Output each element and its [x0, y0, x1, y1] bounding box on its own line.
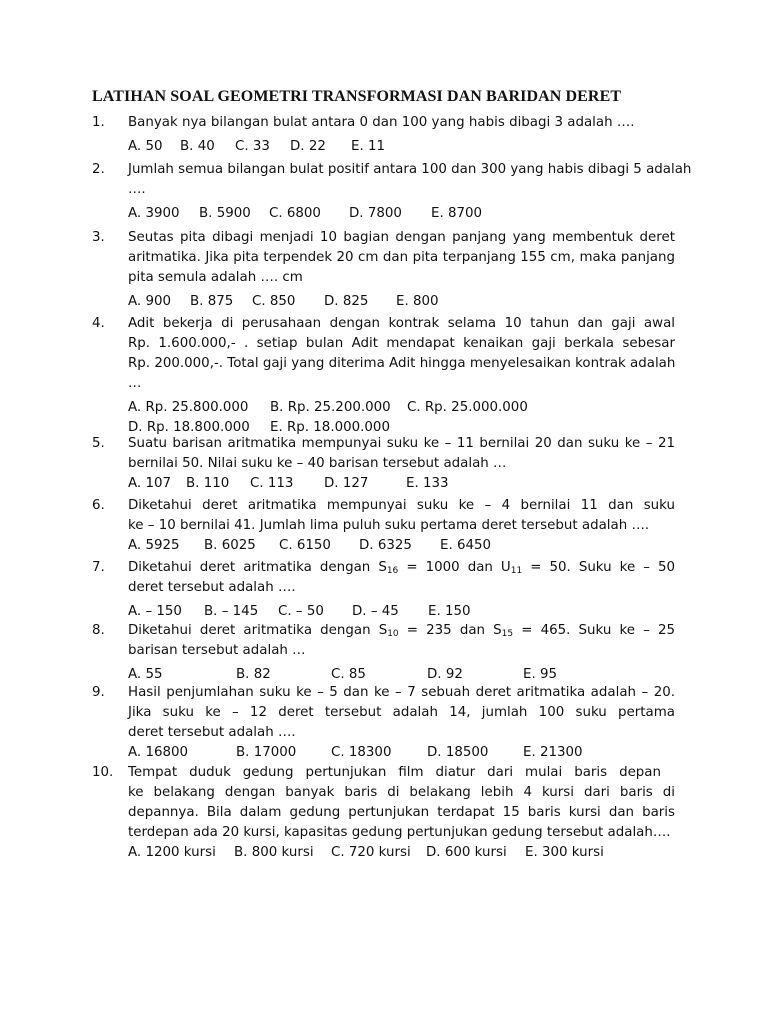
option-b: B. – 145 — [204, 604, 259, 619]
option-c: C. 720 kursi — [331, 845, 411, 860]
option-a: A. 1200 kursi — [128, 845, 216, 860]
option-e: E. 300 kursi — [525, 845, 604, 860]
question-number: 1. — [92, 115, 105, 130]
option-b: B. 800 kursi — [234, 845, 314, 860]
question-4 — [92, 314, 675, 438]
option-e: E. 21300 — [523, 745, 583, 760]
question-2 — [92, 160, 692, 224]
page-title: LATIHAN SOAL GEOMETRI TRANSFORMASI DAN BARIDAN DERET — [92, 88, 622, 105]
option-b: B. 5900 — [199, 206, 251, 221]
option-d: D. 6325 — [359, 538, 412, 553]
question-9 — [92, 683, 675, 763]
question-7 — [92, 558, 675, 622]
option-d: D. – 45 — [352, 604, 399, 619]
question-number: 7. — [92, 560, 105, 575]
option-e: E. 6450 — [440, 538, 492, 553]
option-a: A. Rp. 25.800.000 — [128, 400, 249, 415]
question-text: Banyak nya bilangan bulat antara 0 dan 100 yang habis dibagi 3 adalah …. — [128, 115, 635, 130]
option-e: E. Rp. 18.000.000 — [270, 420, 390, 435]
option-e: E. 150 — [428, 604, 471, 619]
question-6 — [92, 496, 675, 556]
option-a: A. 16800 — [128, 745, 189, 760]
question-number: 2. — [92, 162, 105, 177]
option-c: C. 113 — [250, 476, 294, 491]
option-c: C. 33 — [235, 139, 270, 154]
option-d: D. 18500 — [427, 745, 489, 760]
option-b: B. 17000 — [236, 745, 297, 760]
option-d: D. 127 — [324, 476, 369, 491]
option-b: B. 40 — [180, 139, 215, 154]
answer-options — [128, 665, 675, 685]
option-d: D. 600 kursi — [426, 845, 507, 860]
option-e: E. 95 — [523, 667, 558, 682]
option-c: C. 6800 — [269, 206, 321, 221]
question-number: 8. — [92, 623, 105, 638]
question-text: Tempat duduk gedung pertunjukan film diatur dari mulai baris depan ke belakang dengan banyak baris di belakang lebih 4 kursi dari baris di depannya. Bila dalam gedung pertunjukan terdapat 15 baris kursi dan baris terdepan ada 20 kursi, kapasitas gedung pertunjukan gedung tersebut adalah…. — [128, 765, 675, 840]
answer-options — [128, 137, 675, 157]
answer-options — [128, 292, 675, 312]
option-e: E. 11 — [351, 139, 386, 154]
option-a: A. 50 — [128, 139, 163, 154]
option-e: E. 800 — [396, 294, 439, 309]
answer-options — [128, 474, 675, 494]
option-d: D. 92 — [427, 667, 463, 682]
question-text: Jumlah semua bilangan bulat positif antara 100 dan 300 yang habis dibagi 5 adalah …. — [128, 162, 692, 197]
question-text: Diketahui deret aritmatika mempunyai suku ke – 4 bernilai 11 dan suku ke – 10 bernilai 41. Jumlah lima puluh suku pertama deret tersebut adalah …. — [128, 498, 675, 533]
option-d: D. 825 — [324, 294, 369, 309]
option-a: A. – 150 — [128, 604, 182, 619]
question-1 — [92, 113, 675, 157]
option-b: B. Rp. 25.200.000 — [270, 400, 391, 415]
option-c: C. 85 — [331, 667, 366, 682]
question-8 — [92, 621, 675, 685]
option-b: B. 875 — [190, 294, 234, 309]
option-a: A. 900 — [128, 294, 171, 309]
option-b: B. 6025 — [204, 538, 256, 553]
option-e: E. 8700 — [431, 206, 483, 221]
question-number: 5. — [92, 436, 105, 451]
option-d: D. 7800 — [349, 206, 402, 221]
question-3 — [92, 228, 675, 312]
option-c: C. Rp. 25.000.000 — [407, 400, 528, 415]
option-a: A. 55 — [128, 667, 163, 682]
question-text: Hasil penjumlahan suku ke – 5 dan ke – 7 sebuah deret aritmatika adalah – 20. Jika suku ke – 12 deret tersebut adalah 14, jumlah 100 suku pertama deret tersebut adalah …. — [128, 685, 675, 740]
option-c: C. – 50 — [278, 604, 324, 619]
question-number: 6. — [92, 498, 105, 513]
option-d: D. 22 — [290, 139, 326, 154]
question-text: Seutas pita dibagi menjadi 10 bagian dengan panjang yang membentuk deret aritmatika. Jika pita terpendek 20 cm dan pita terpanjang 155 cm, maka panjang pita semula adalah …. cm — [128, 230, 675, 285]
answer-options — [128, 536, 675, 556]
question-5 — [92, 434, 675, 494]
answer-options — [128, 398, 675, 418]
question-number: 10. — [92, 765, 114, 780]
option-b: B. 110 — [186, 476, 230, 491]
question-text: Diketahui deret aritmatika dengan $S_{10} = 235$ dan $S_{15} = 465$. Suku ke – 25 barisan tersebut adalah … — [128, 623, 675, 658]
option-a: A. 107 — [128, 476, 171, 491]
option-b: B. 82 — [236, 667, 271, 682]
option-c: C. 6150 — [279, 538, 331, 553]
question-text: Adit bekerja di perusahaan dengan kontrak selama 10 tahun dan gaji awal Rp. 1.600.000,- . setiap bulan Adit mendapat kenaikan gaji berkala sebesar Rp. 200.000,-. Total gaji yang diterima Adit hingga menyelesaikan kontrak adalah … — [128, 316, 676, 391]
answer-options — [128, 843, 675, 863]
answer-options — [128, 204, 675, 224]
option-d: D. Rp. 18.800.000 — [128, 420, 250, 435]
question-number: 9. — [92, 685, 105, 700]
question-number: 3. — [92, 230, 105, 245]
answer-options — [128, 743, 675, 763]
option-a: A. 3900 — [128, 206, 180, 221]
option-a: A. 5925 — [128, 538, 180, 553]
question-number: 4. — [92, 316, 105, 331]
option-c: C. 850 — [252, 294, 296, 309]
question-10 — [92, 763, 675, 863]
option-e: E. 133 — [406, 476, 449, 491]
option-c: C. 18300 — [331, 745, 392, 760]
question-text: Diketahui deret aritmatika dengan $S_{16} = 1000$ dan $U_{11} = 50$. Suku ke – 50 deret tersebut adalah …. — [128, 560, 675, 595]
answer-options — [128, 602, 675, 622]
question-text: Suatu barisan aritmatika mempunyai suku ke – 11 bernilai 20 dan suku ke – 21 bernilai 50. Nilai suku ke – 40 barisan tersebut adalah … — [128, 436, 675, 471]
